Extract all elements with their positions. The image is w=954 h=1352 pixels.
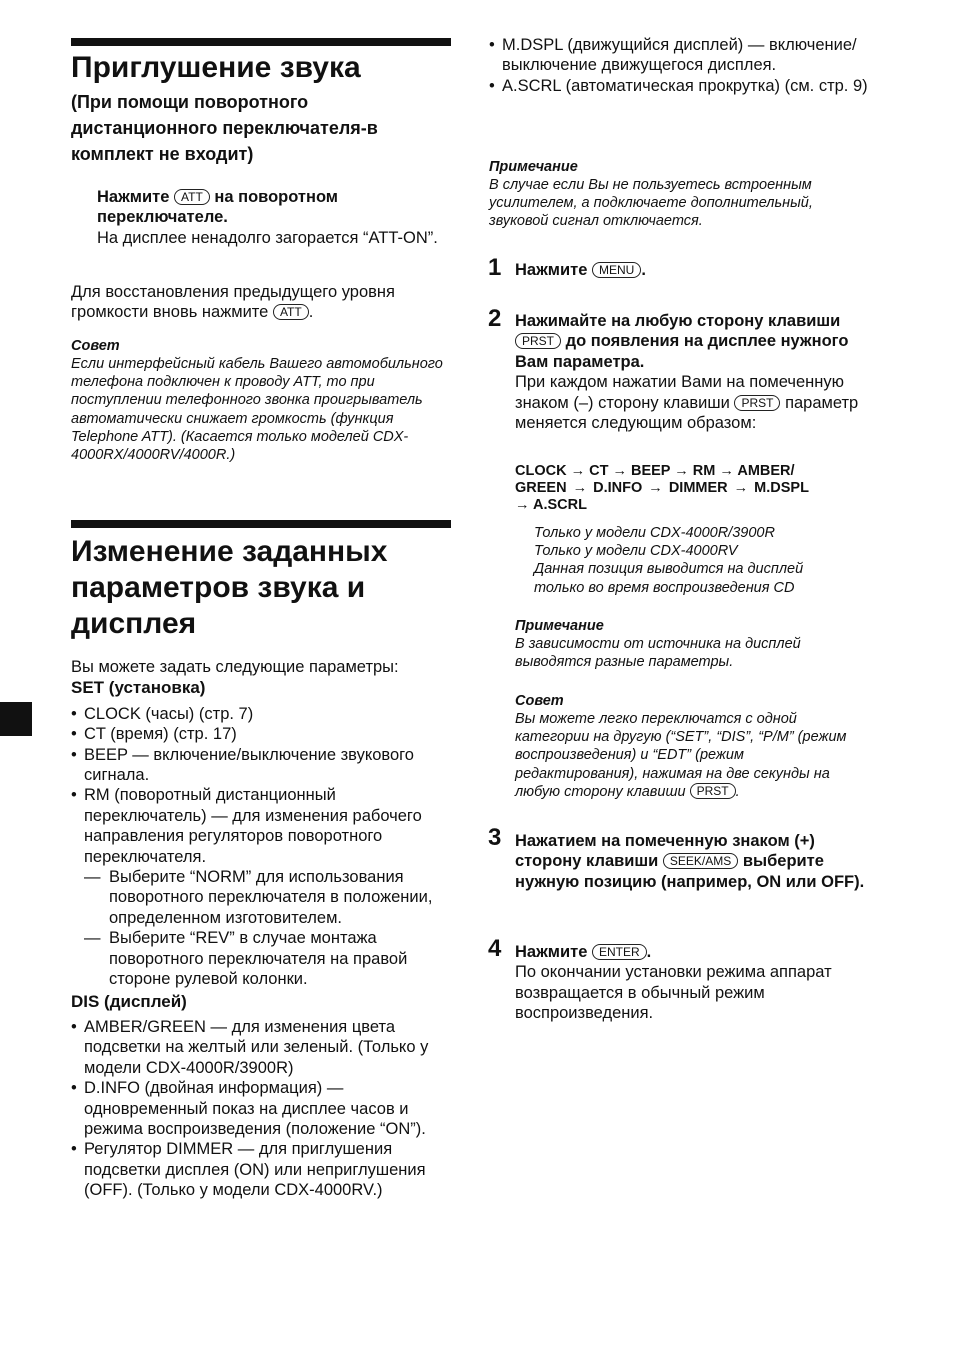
section-subtitle-mute: (При помощи поворотного дистанционного переключателя-в комплект не входит) [71,92,378,164]
list-item: — Выберите “NORM” для использования поворотного переключателя в положении, определенном изготовителем. [71,867,451,928]
step-4-post: . [646,943,652,961]
list-item: • D.INFO (двойная информация) — одновременный показ на дисплее часов и режима воспроизведения (положение “ON”). [71,1078,451,1139]
footnotes [534,524,854,597]
restore-period: . [308,303,314,322]
dis-list [71,1017,451,1201]
step-1-pre: Нажмите [515,261,588,279]
step-3-post: выберите нужную позицию (например, ON или OFF). [515,852,865,891]
list-item: • A.SCRL (автоматическая прокрутка) (см. стр. 9) [489,76,869,96]
step-4-result: По окончании установки режима аппарат возвращается в обычный режим воспроизведения. [515,963,832,1023]
step-4-text [515,942,875,1024]
prst-key: PRST [734,395,780,411]
section-title-settings: Изменение заданных параметров звука и дисплея [71,535,388,640]
att-key: ATT [174,189,210,205]
tip-text-end: . [735,783,740,800]
section-rule-top [71,38,451,46]
page-edge-tab [0,702,32,736]
step-3-text [515,831,875,892]
parameter-sequence [515,463,875,514]
step-2-explain-post: параметр меняется следующим образом: [515,393,859,433]
sequence-line: → A.SCRL [515,497,587,513]
step-number: 2 [488,305,502,332]
step-4-pre: Нажмите [515,943,588,961]
att-key: ATT [273,304,309,320]
prst-key: PRST [690,783,736,799]
settings-body [71,657,451,1201]
list-item: • CT (время) (стр. 17) [71,724,451,744]
section-rule [71,520,451,528]
step-3-pre: Нажатием на помеченную знаком (+) сторону клавиши [515,832,815,871]
list-item: • M.DSPL (движущийся дисплей) — включение/выключение движущегося дисплея. [489,35,869,76]
mute-restore-text [71,282,451,323]
menu-key: MENU [592,262,641,278]
note-heading: Примечание [489,159,578,175]
footnote: Только у модели CDX-4000RV [534,543,738,560]
step-1-post: . [641,261,646,279]
step-2-explain: При каждом нажатии Вами на помеченную знаком (–) сторону клавиши [515,373,844,412]
prst-key: PRST [515,333,561,349]
step-2-pre: Нажимайте на любую сторону клавиши [515,312,841,330]
settings-intro: Вы можете задать следующие параметры: [71,658,399,676]
step-2-post: до появления на дисплее нужного Вам параметра. [515,332,849,371]
mute-instruction-result: На дисплее ненадолго загорается “ATT-ON”. [97,228,438,247]
restore-text: Для восстановления предыдущего уровня громкости вновь нажмите [71,283,395,322]
note-heading: Примечание [515,618,604,634]
note-text: В случае если Вы не пользуетесь встроенным усилителем, а подключаете дополнительный, звуковой сигнал отключается. [489,177,813,230]
set-heading: SET (установка) [71,678,206,698]
seek-ams-key: SEEK/AMS [663,853,738,869]
mute-instruction-pre: Нажмите [97,188,170,206]
mute-instruction-post: на поворотном переключателе. [97,188,339,227]
tip-heading: Совет [71,338,120,354]
list-item: • RM (поворотный дистанционный переключатель) — для изменения рабочего направления регуляторов поворотного переключателя. [71,785,451,867]
list-item: • Регулятор DIMMER — для приглушения подсветки дисплея (ON) или неприглушения (OFF). (Только у модели CDX-4000RV.) [71,1139,451,1200]
list-item: • BEEP — включение/выключение звукового сигнала. [71,745,451,786]
list-item: • CLOCK (часы) (стр. 7) [71,704,451,724]
set-list [71,704,451,990]
mute-instruction [97,187,451,248]
step-number: 1 [488,254,502,281]
tip-heading: Совет [515,693,564,709]
sequence-line: GREEN → D.INFO → DIMMER → M.DSPL [515,480,809,496]
note-text: В зависимости от источника на дисплей выводятся разные параметры. [515,636,801,671]
tip-text-body: Вы можете легко переключатся с одной категории на другую (“SET”, “DIS”, “P/M” (режим воспроизведения) и “EDT” (режим редактирования), нажимая на две секунды на любую сторону клавиши [515,711,847,800]
step-2-text [515,311,875,433]
sequence-line: CLOCK → CT → BEEP → RM → AMBER/ [515,463,795,479]
step-number: 3 [488,824,502,851]
list-item: • AMBER/GREEN — для изменения цвета подсветки на желтый или зеленый. (Только у модели CDX-4000R/3900R) [71,1017,451,1078]
dis-heading: DIS (дисплей) [71,991,187,1011]
footnote: Только у модели CDX-4000R/3900R [534,525,775,541]
step-number: 4 [488,935,502,962]
step-1-text [515,260,875,280]
list-item: — Выберите “REV” в случае монтажа поворотного переключателя на правой стороне рулевой колонки. [71,928,451,989]
enter-key: ENTER [592,944,647,960]
section-title-mute: Приглушение звука [71,51,361,84]
tip-text: Если интерфейсный кабель Вашего автомобильного телефона подключен к проводу ATT, то при поступлении телефонного звонка проигрыватель автоматически снижает громкость (функция Telephone ATT). (Касается только моделей CDX-4000RX/4000RV/4000R.) [71,356,443,464]
dis-list-continued [489,35,869,96]
tip-text [515,710,870,801]
footnote: Данная позиция выводится на дисплей только во время воспроизведения CD [534,561,804,596]
